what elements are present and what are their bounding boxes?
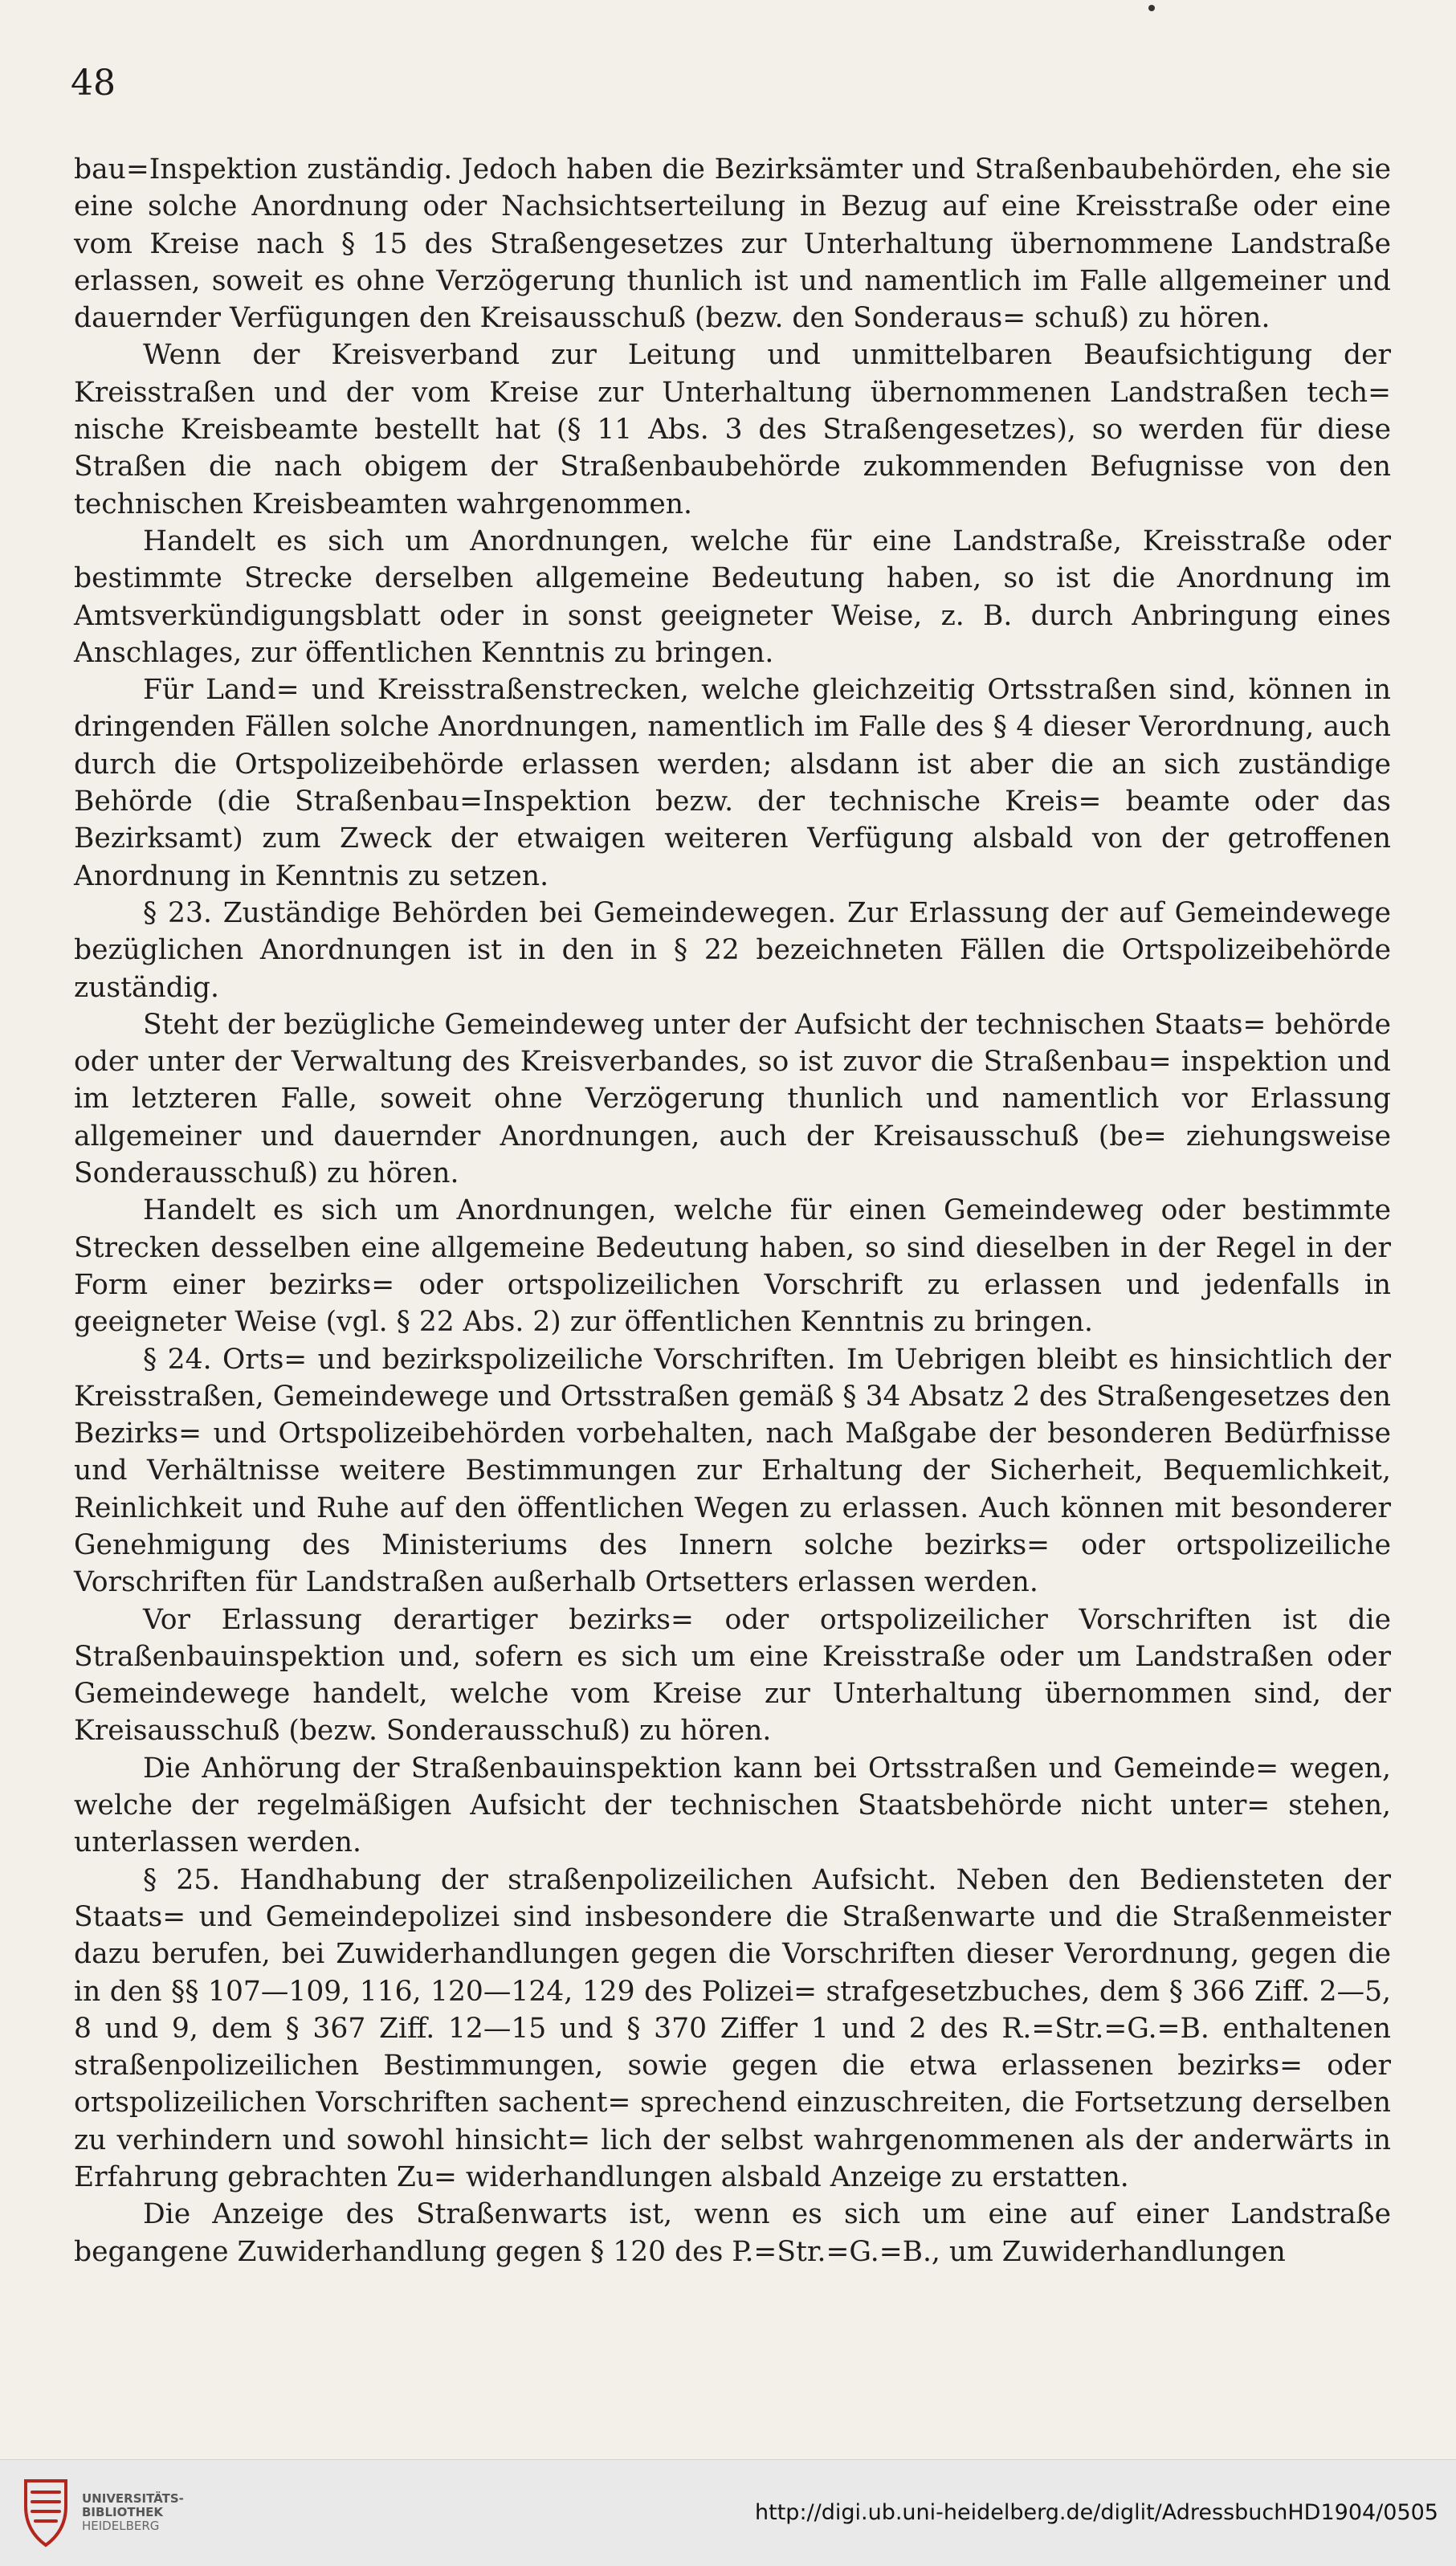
paragraph-9: Vor Erlassung derartiger bezirks= oder ortspolizeilicher Vorschriften ist die Straßenbauinspektion und, sofern es sich um eine Kreisstraße oder um Landstraßen oder Gemeindewege handelt, welche vom Kreise zur Unterhaltung übernommen sind, der Kreisausschuß (bezw. Sonderausschuß) zu hören. [74,1603,1391,1748]
source-url-link[interactable]: http://digi.ub.uni-heidelberg.de/diglit/AdressbuchHD1904/0505 [755,2500,1438,2525]
library-name [82,2492,184,2533]
digitization-footer [0,2459,1456,2566]
body-text [74,151,1391,2270]
ink-speck [1148,5,1155,11]
paragraph-10: Die Anhörung der Straßenbauinspektion kann bei Ortsstraßen und Gemeinde= wegen, welche der regelmäßigen Aufsicht der technischen Staatsbehörde nicht unter= stehen, unterlassen werden. [74,1752,1391,1859]
section-24-paragraph: § 24. Orts= und bezirkspolizeiliche Vorschriften. Im Uebrigen bleibt es hinsichtlich der Kreisstraßen, Gemeindewege und Ortsstraßen gemäß § 34 Absatz 2 des Straßengesetzes den Bezirks= und Ortspolizeibehörden vorbehalten, nach Maßgabe der besonderen Bedürfnisse und Verhältnisse weitere Bestimmungen zur Erhaltung der Sicherheit, Bequemlichkeit, Reinlichkeit und Ruhe auf den öffentlichen Wegen zu erlassen. Auch können mit besonderer Genehmigung des Ministeriums des Innern solche bezirks= oder ortspolizeiliche Vorschriften für Landstraßen außerhalb Ortsetters erlassen werden. [74,1343,1391,1599]
university-library-logo-icon [18,2474,74,2552]
library-name-line: UNIVERSITÄTS- [82,2491,184,2506]
section-25-paragraph: § 25. Handhabung der straßenpolizeilichen Aufsicht. Neben den Bediensteten der Staats= und Gemeindepolizei sind insbesondere die Straßenwarte und die Straßenmeister dazu berufen, bei Zuwiderhandlungen gegen die Vorschriften dieser Verordnung, gegen die in den §§ 107—109, 116, 120—124, 129 des Polizei= strafgesetzbuches, dem § 366 Ziff. 2—5, 8 und 9, dem § 367 Ziff. 12—15 und § 370 Ziffer 1 und 2 des R.=Str.=G.=B. enthaltenen straßenpolizeilichen Bestimmungen, sowie gegen die etwa erlassenen bezirks= oder ortspolizeilichen Vorschriften sachent= sprechend einzuschreiten, die Fortsetzung derselben zu verhindern und sowohl hinsicht= lich der selbst wahrgenommenen als der anderwärts in Erfahrung gebrachten Zu= widerhandlungen alsbald Anzeige zu erstatten. [74,1863,1391,2194]
library-name-line: BIBLIOTHEK [82,2505,163,2519]
paragraph-4: Für Land= und Kreisstraßenstrecken, welche gleichzeitig Ortsstraßen sind, können in dringenden Fällen solche Anordnungen, namentlich im Falle des § 4 dieser Verordnung, auch durch die Ortspolizeibehörde erlassen werden; alsdann ist aber die an sich zuständige Behörde (die Straßenbau=Inspektion bezw. der technische Kreis= beamte oder das Bezirksamt) zum Zweck der etwaigen weiteren Verfügung alsbald von der getroffenen Anordnung in Kenntnis zu setzen. [74,674,1391,892]
paragraph-7: Handelt es sich um Anordnungen, welche für einen Gemeindeweg oder bestimmte Strecken desselben eine allgemeine Bedeutung haben, so sind dieselben in der Regel in der Form einer bezirks= oder ortspolizeilichen Vorschrift zu erlassen und jedenfalls in geeigneter Weise (vgl. § 22 Abs. 2) zur öffentlichen Kenntnis zu bringen. [74,1194,1391,1339]
paragraph-2: Wenn der Kreisverband zur Leitung und unmittelbaren Beaufsichtigung der Kreisstraßen und der vom Kreise zur Unterhaltung übernommenen Landstraßen tech= nische Kreisbeamte bestellt hat (§ 11 Abs. 3 des Straßengesetzes), so werden für diese Straßen die nach obigem der Straßenbaubehörde zukommenden Befugnisse von den technischen Kreisbeamten wahrgenommen. [74,339,1391,520]
section-23-paragraph: § 23. Zuständige Behörden bei Gemeindewegen. Zur Erlassung der auf Gemeindewege bezüglichen Anordnungen ist in den in § 22 bezeichneten Fällen die Ortspolizeibehörde zuständig. [74,896,1391,1004]
paragraph-6: Steht der bezügliche Gemeindeweg unter der Aufsicht der technischen Staats= behörde oder unter der Verwaltung des Kreisverbandes, so ist zuvor die Straßenbau= inspektion und im letzteren Falle, soweit ohne Verzögerung thunlich und namentlich vor Erlassung allgemeiner und dauernder Anordnungen, auch der Kreisausschuß (be= ziehungsweise Sonderausschuß) zu hören. [74,1008,1391,1190]
paragraph-1: bau=Inspektion zuständig. Jedoch haben die Bezirksämter und Straßenbaubehörden, ehe sie eine solche Anordnung oder Nachsichtserteilung in Bezug auf eine Kreisstraße oder eine vom Kreise nach § 15 des Straßengesetzes zur Unterhaltung übernommene Landstraße erlassen, soweit es ohne Verzögerung thunlich ist und namentlich im Falle allgemeiner und dauernder Verfügungen den Kreisausschuß (bezw. den Sonderaus= schuß) zu hören. [74,153,1391,335]
library-name-line: HEIDELBERG [82,2519,160,2533]
page-number: 48 [71,63,116,104]
paragraph-3: Handelt es sich um Anordnungen, welche für eine Landstraße, Kreisstraße oder bestimmte Strecke derselben allgemeine Bedeutung haben, so ist die Anordnung im Amtsverkündigungsblatt oder in sonst geeigneter Weise, z. B. durch Anbringung eines Anschlages, zur öffentlichen Kenntnis zu bringen. [74,524,1391,669]
paragraph-12: Die Anzeige des Straßenwarts ist, wenn es sich um eine auf einer Landstraße begangene Zuwiderhandlung gegen § 120 des P.=Str.=G.=B., um Zuwiderhandlungen [74,2198,1391,2268]
